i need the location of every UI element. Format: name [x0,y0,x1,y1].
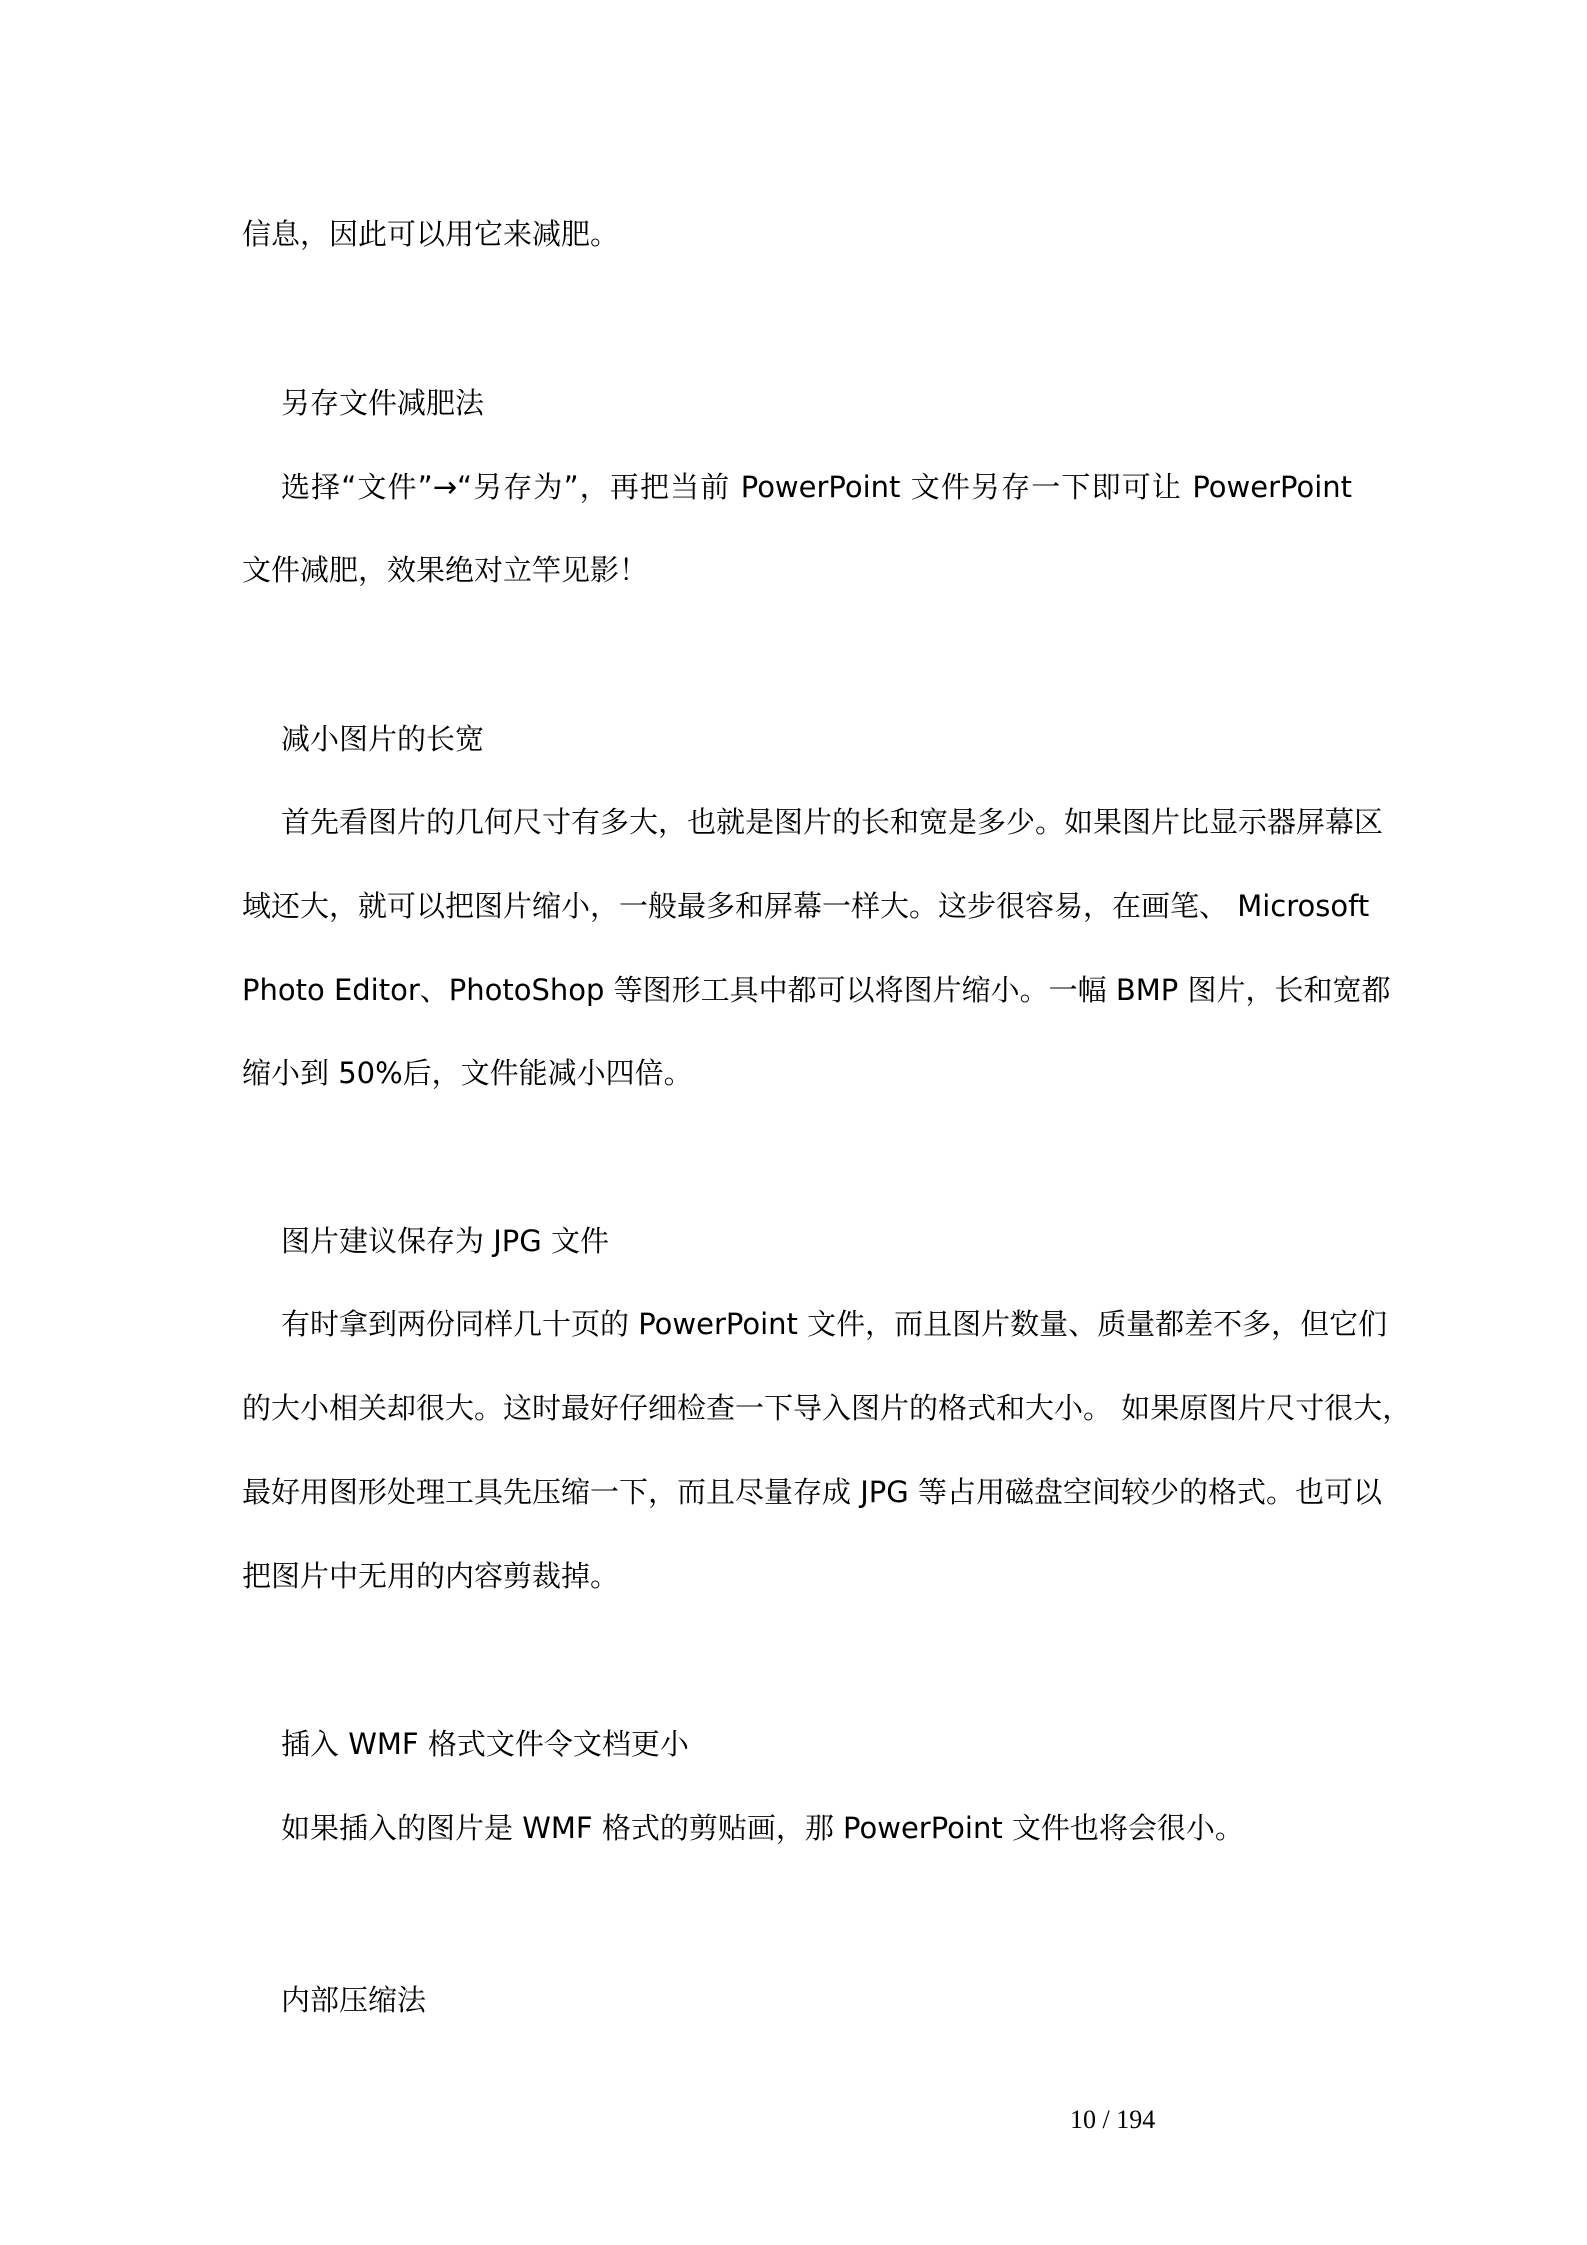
paragraph-line: 有时拿到两份同样几十页的 PowerPoint 文件，而且图片数量、质量都差不多，但它们 [281,1307,1388,1341]
page-number: 10 / 194 [1070,2105,1156,2134]
paragraph-line: 域还大，就可以把图片缩小，一般最多和屏幕一样大。这步很容易，在画笔、 Microsoft [242,889,1370,923]
paragraph-line: Photo Editor、PhotoShop 等图形工具中都可以将图片缩小。一幅 BMP 图片，长和宽都 [242,973,1391,1007]
paragraph-line: 最好用图形处理工具先压缩一下，而且尽量存成 JPG 等占用磁盘空间较少的格式。也可以 [242,1475,1382,1509]
paragraph-line: 首先看图片的几何尺寸有多大，也就是图片的长和宽是多少。如果图片比显示器屏幕区 [281,805,1384,839]
paragraph-line: 选择“文件”→“另存为”，再把当前 PowerPoint 文件另存一下即可让 PowerPoint [281,470,1352,504]
section-heading: 图片建议保存为 JPG 文件 [281,1224,609,1258]
paragraph-line: 文件减肥，效果绝对立竿见影！ [242,553,649,587]
section-heading: 插入 WMF 格式文件令文档更小 [281,1727,689,1761]
section-heading: 内部压缩法 [281,1983,427,2017]
section-heading: 减小图片的长宽 [281,722,485,756]
paragraph-line: 信息，因此可以用它来减肥。 [242,217,620,251]
section-heading: 另存文件减肥法 [281,386,485,420]
paragraph-line: 缩小到 50%后，文件能减小四倍。 [242,1056,693,1090]
paragraph-line: 的大小相关却很大。这时最好仔细检查一下导入图片的格式和大小。 如果原图片尺寸很大， [242,1391,1412,1425]
paragraph-line: 把图片中无用的内容剪裁掉。 [242,1559,620,1593]
paragraph-line: 如果插入的图片是 WMF 格式的剪贴画，那 PowerPoint 文件也将会很小。 [281,1811,1244,1845]
